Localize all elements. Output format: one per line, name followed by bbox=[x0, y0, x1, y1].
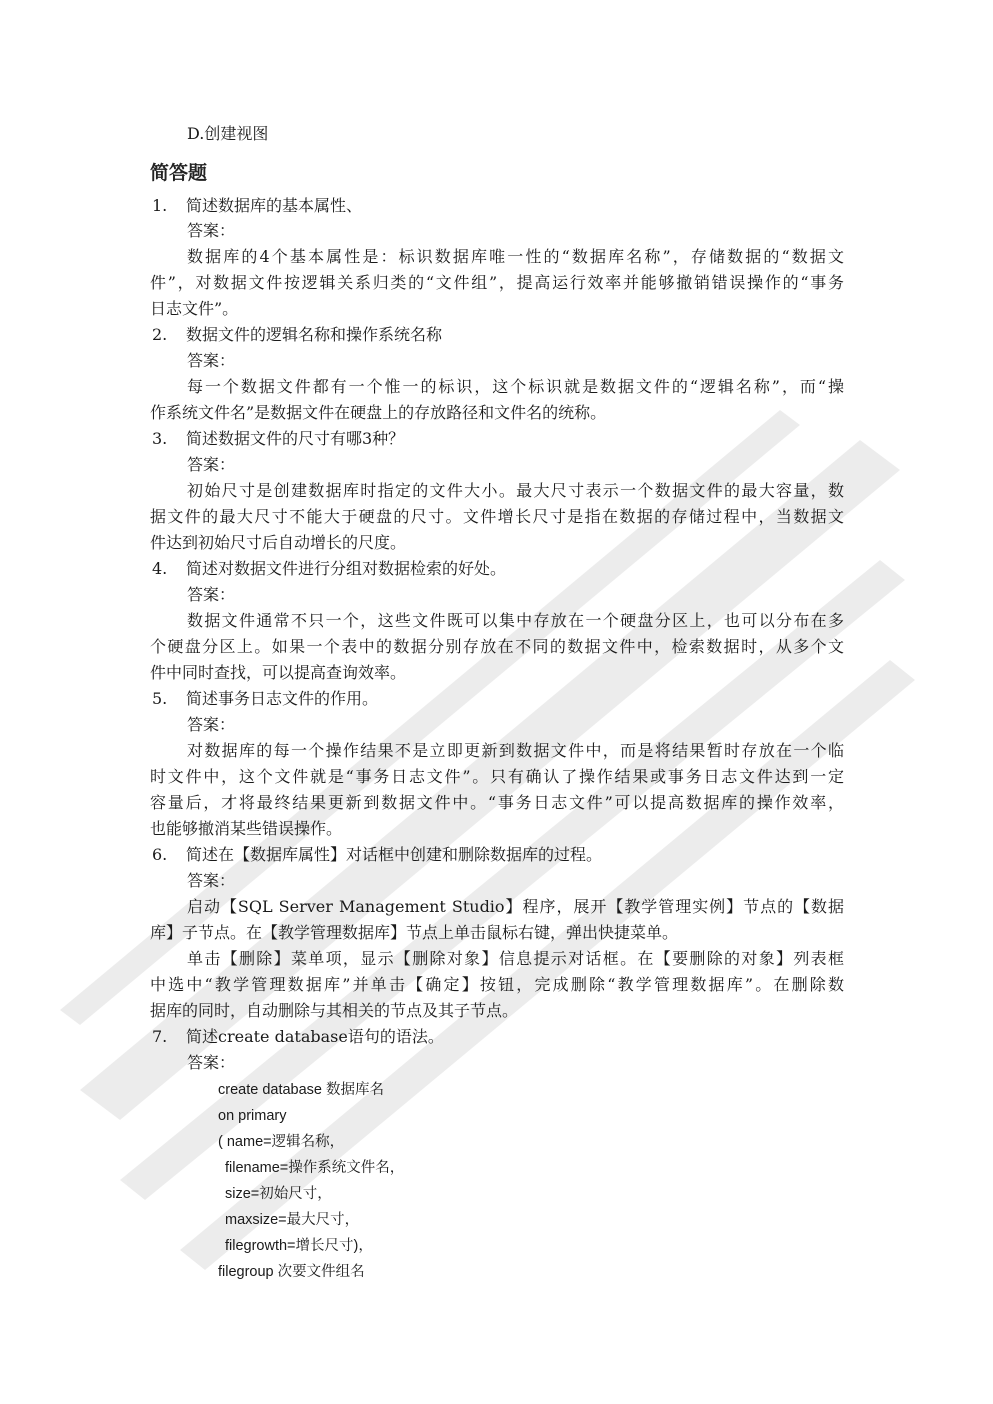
answer-line: 单击【删除】菜单项，显示【删除对象】信息提示对话框。在【要删除的对象】列表框 bbox=[187, 949, 844, 968]
answer-line: 时文件中，这个文件就是“事务日志文件”。只有确认了操作结果或事务日志文件达到一定 bbox=[150, 767, 844, 786]
question-text: 简述在【数据库属性】对话框中创建和删除数据库的过程。 bbox=[186, 845, 603, 864]
answer-line: 日志文件”。 bbox=[150, 299, 239, 318]
question-number: 1. bbox=[152, 196, 168, 215]
question-number: 5. bbox=[152, 689, 168, 708]
answer-label: 答案： bbox=[187, 351, 236, 370]
code-line: size=初始尺寸， bbox=[225, 1186, 332, 1202]
previous-option-d: D.创建视图 bbox=[187, 124, 269, 143]
code-line: filegrowth=增长尺寸)， bbox=[225, 1238, 373, 1254]
question-number: 7. bbox=[152, 1027, 168, 1046]
answer-label: 答案： bbox=[187, 715, 236, 734]
answer-line: 件”，对数据文件按逻辑关系归类的“文件组”，提高运行效率并能够撤销错误操作的“事务 bbox=[150, 273, 844, 292]
answer-line: 件达到初始尺寸后自动增长的尺度。 bbox=[150, 533, 407, 552]
answer-label: 答案： bbox=[187, 585, 236, 604]
answer-line: 据库的同时，自动删除与其相关的节点及其子节点。 bbox=[150, 1001, 519, 1020]
question-number: 2. bbox=[152, 325, 168, 344]
question-text: 简述对数据文件进行分组对数据检索的好处。 bbox=[186, 559, 507, 578]
answer-label: 答案： bbox=[187, 871, 236, 890]
answer-line: 件中同时查找，可以提高查询效率。 bbox=[150, 663, 407, 682]
answer-line: 每一个数据文件都有一个惟一的标识，这个标识就是数据文件的“逻辑名称”，而“操 bbox=[187, 377, 844, 396]
question-text: 数据文件的逻辑名称和操作系统名称 bbox=[186, 325, 443, 344]
question-text: 简述数据库的基本属性、 bbox=[186, 196, 363, 215]
question-text: 简述数据文件的尺寸有哪3种？ bbox=[186, 429, 405, 448]
answer-line: 也能够撤消某些错误操作。 bbox=[150, 819, 343, 838]
question-number: 4. bbox=[152, 559, 168, 578]
code-line: ( name=逻辑名称， bbox=[218, 1134, 345, 1150]
question-number: 3. bbox=[152, 429, 168, 448]
answer-line: 数据文件通常不只一个，这些文件既可以集中存放在一个硬盘分区上，也可以分布在多 bbox=[187, 611, 844, 630]
answer-line: 库】子节点。在【教学管理数据库】节点上单击鼠标右键，弹出快捷菜单。 bbox=[150, 923, 679, 942]
answer-line: 据文件的最大尺寸不能大于硬盘的尺寸。文件增长尺寸是指在数据的存储过程中，当数据文 bbox=[150, 507, 844, 526]
question-text: 简述事务日志文件的作用。 bbox=[186, 689, 379, 708]
code-line: on primary bbox=[218, 1108, 287, 1124]
code-line: create database 数据库名 bbox=[218, 1082, 385, 1098]
answer-label: 答案： bbox=[187, 1053, 236, 1072]
question-text: 简述create database语句的语法。 bbox=[186, 1027, 444, 1046]
section-title: 简答题 bbox=[150, 163, 208, 184]
answer-line: 对数据库的每一个操作结果不是立即更新到数据文件中，而是将结果暂时存放在一个临 bbox=[187, 741, 844, 760]
answer-line: 启动【SQL Server Management Studio】程序，展开【教学管理实例】节点的【数据 bbox=[187, 897, 844, 916]
answer-line: 初始尺寸是创建数据库时指定的文件大小。最大尺寸表示一个数据文件的最大容量，数 bbox=[187, 481, 844, 500]
code-line: maxsize=最大尺寸， bbox=[225, 1212, 360, 1228]
answer-line: 数据库的4个基本属性是：标识数据库唯一性的“数据库名称”，存储数据的“数据文 bbox=[187, 247, 844, 266]
answer-label: 答案： bbox=[187, 455, 236, 474]
question-number: 6. bbox=[152, 845, 168, 864]
code-line: filegroup 次要文件组名 bbox=[218, 1264, 365, 1280]
answer-line: 中选中“教学管理数据库”并单击【确定】按钮，完成删除“教学管理数据库”。在删除数 bbox=[150, 975, 844, 994]
answer-label: 答案： bbox=[187, 221, 236, 240]
answer-line: 作系统文件名”是数据文件在硬盘上的存放路径和文件名的统称。 bbox=[150, 403, 607, 422]
answer-line: 个硬盘分区上。如果一个表中的数据分别存放在不同的数据文件中，检索数据时，从多个文 bbox=[150, 637, 844, 656]
code-line: filename=操作系统文件名， bbox=[225, 1160, 405, 1176]
answer-line: 容量后，才将最终结果更新到数据文件中。“事务日志文件”可以提高数据库的操作效率， bbox=[150, 793, 844, 812]
